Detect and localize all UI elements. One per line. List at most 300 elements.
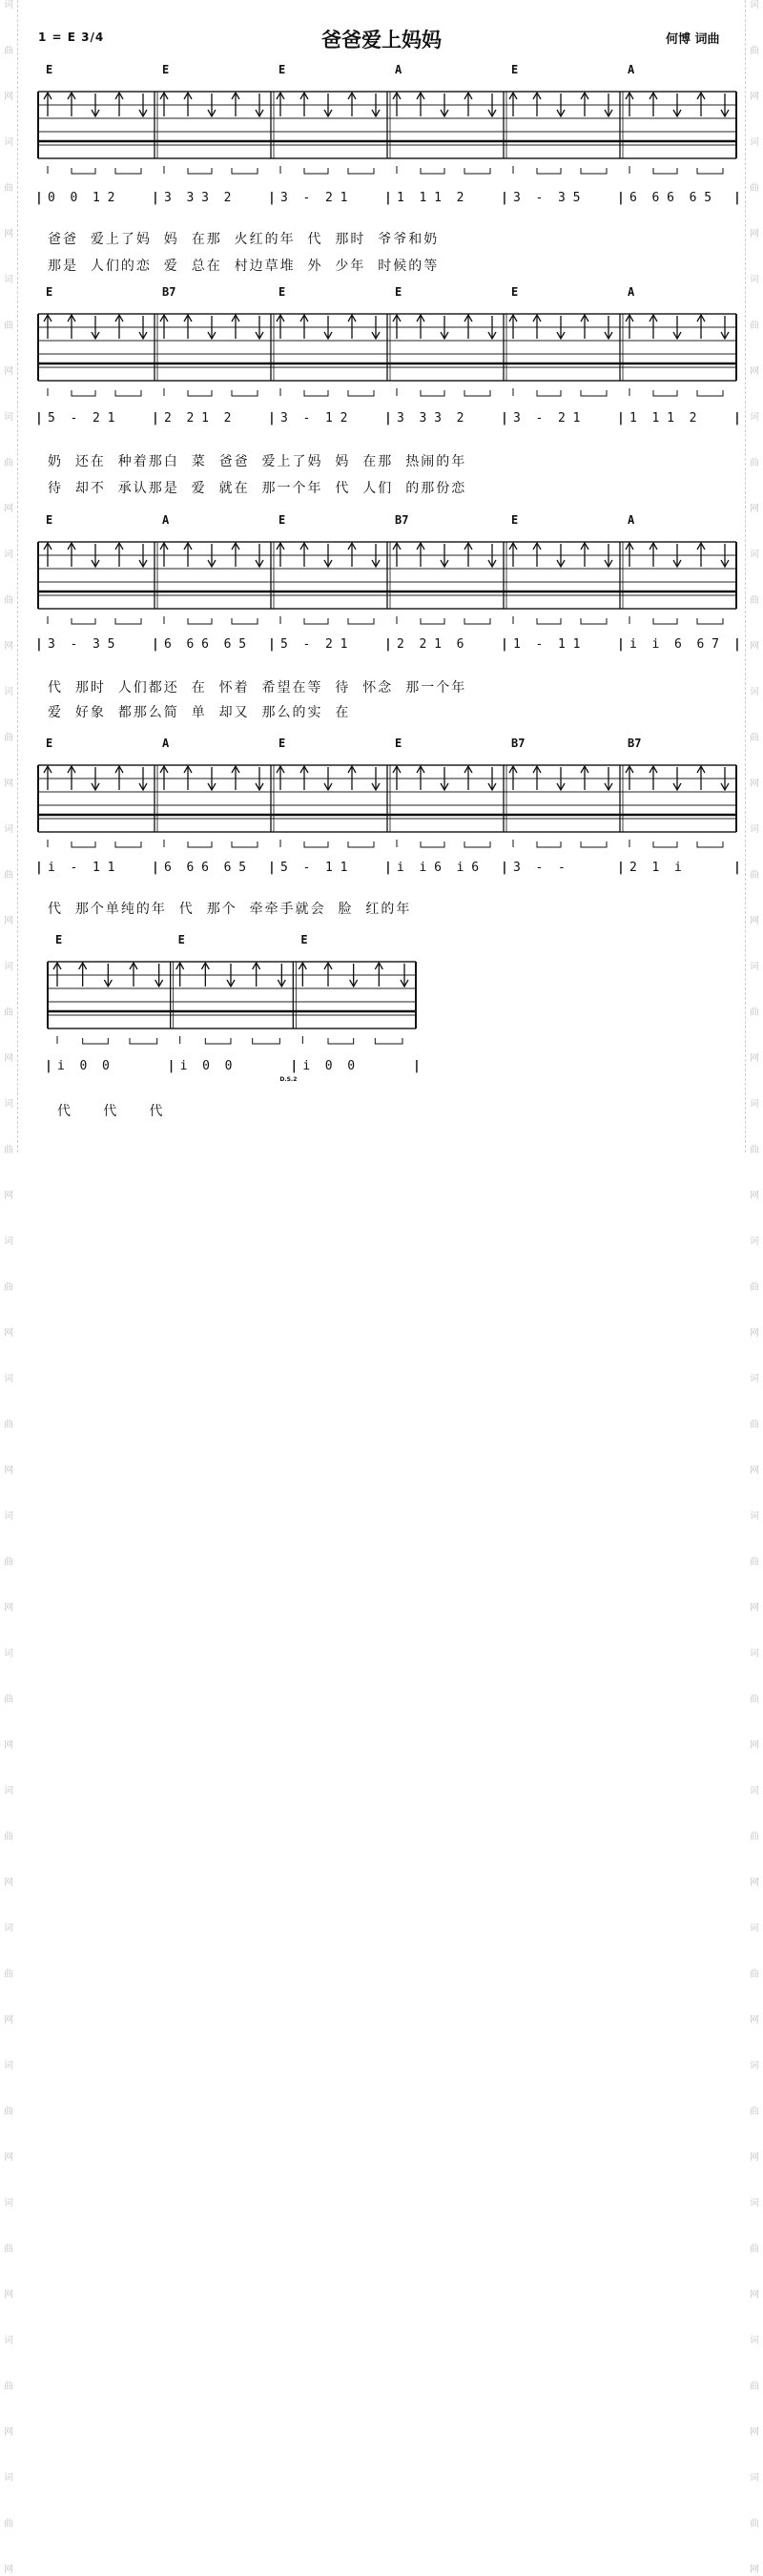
jianpu-bar-line: | [384, 637, 392, 652]
system-2 [0, 281, 763, 501]
watermark-char: 网 [750, 2015, 759, 2025]
jianpu-bar-line: | [268, 861, 276, 875]
jianpu-measure: 2 1 i [629, 861, 682, 875]
watermark-char: 网 [750, 2565, 759, 2575]
rhythm-marks [397, 388, 490, 396]
watermark-char: 网 [4, 1465, 13, 1476]
strum-up-arrow [375, 963, 382, 987]
jianpu-measure: 1 1 1 2 [629, 411, 697, 426]
strum-up-arrow [176, 963, 184, 987]
watermark-char: 曲 [4, 2519, 13, 2529]
jianpu-measure: 5 - 2 1 [280, 637, 348, 652]
chord-symbol: A [162, 737, 170, 750]
watermark-char: 网 [4, 366, 13, 377]
chord-symbol: A [628, 63, 635, 76]
watermark-char: 词 [4, 1374, 13, 1384]
strum-up-arrow [277, 766, 284, 790]
watermark-char: 词 [4, 1786, 13, 1797]
watermark-char: 曲 [750, 2381, 759, 2392]
lyric-line-verse-1: 代 代 代 [57, 1104, 165, 1119]
jianpu-measure: i 0 0 [179, 1059, 233, 1073]
strum-up-arrow [393, 543, 401, 567]
jianpu-measure: 6 6 6 6 5 [164, 861, 247, 875]
strum-up-arrow [68, 315, 75, 339]
watermark-char: 网 [4, 1053, 13, 1064]
rhythm-marks [164, 166, 258, 174]
system-1 [0, 59, 763, 279]
strum-up-arrow [130, 963, 137, 987]
system-3 [0, 509, 763, 729]
watermark-char: 词 [4, 1511, 13, 1522]
jianpu-measure: i 0 0 [302, 1059, 356, 1073]
strum-up-arrow [626, 766, 633, 790]
rhythm-marks [513, 388, 607, 396]
rhythm-marks [48, 616, 141, 624]
strum-up-arrow [324, 963, 332, 987]
watermark-char: 词 [4, 2061, 13, 2071]
watermark-char: 网 [4, 916, 13, 926]
strum-up-arrow [626, 543, 633, 567]
rhythm-marks [397, 166, 490, 174]
chord-symbol: E [395, 285, 402, 299]
strum-up-arrow [464, 93, 472, 116]
watermark-char: 词 [750, 550, 759, 560]
watermark-char: 曲 [750, 1282, 759, 1293]
watermark-char: 词 [750, 1923, 759, 1934]
jianpu-line [0, 411, 763, 432]
rhythm-marks [57, 1036, 157, 1044]
watermark-char: 网 [4, 1328, 13, 1339]
jianpu-measure: 5 - 1 1 [280, 861, 348, 875]
jianpu-bar-line: | [501, 411, 508, 426]
strum-up-arrow [79, 963, 87, 987]
watermark-char: 词 [750, 2473, 759, 2483]
watermark-char: 网 [750, 366, 759, 377]
watermark-char: 曲 [750, 183, 759, 194]
strum-up-arrow [299, 963, 306, 987]
strum-up-arrow [417, 315, 424, 339]
rhythm-marks [48, 840, 141, 847]
strum-up-arrow [533, 766, 541, 790]
jianpu-measure: 5 - 2 1 [48, 411, 115, 426]
watermark-char: 曲 [750, 1557, 759, 1568]
watermark-char: 词 [4, 1923, 13, 1934]
chord-symbol: E [46, 513, 53, 527]
chord-symbol: E [177, 933, 185, 946]
watermark-char: 词 [750, 1236, 759, 1247]
rhythm-marks [164, 840, 258, 847]
watermark-char: 网 [750, 779, 759, 789]
watermark-char: 曲 [4, 2381, 13, 2392]
strum-up-arrow [650, 766, 657, 790]
jianpu-line [0, 861, 763, 882]
strum-up-arrow [464, 543, 472, 567]
jianpu-bar-line: | [152, 637, 159, 652]
watermark-char: 网 [750, 1465, 759, 1476]
strum-up-arrow [581, 93, 588, 116]
jianpu-measure: i - 1 1 [48, 861, 115, 875]
jianpu-bar-line: | [268, 411, 276, 426]
jianpu-measure: i i 6 6 7 [629, 637, 719, 652]
watermark-char: 词 [4, 2336, 13, 2346]
watermark-char: 网 [4, 2290, 13, 2300]
watermark-char: 曲 [750, 458, 759, 468]
jianpu-bar-line: | [35, 861, 43, 875]
watermark-char: 网 [4, 1740, 13, 1751]
watermark-char: 曲 [4, 1832, 13, 1842]
chord-symbol: E [511, 285, 519, 299]
strum-up-arrow [348, 315, 356, 339]
jianpu-bar-line: | [35, 411, 43, 426]
watermark-char: 网 [4, 1603, 13, 1613]
rhythm-marks [302, 1036, 402, 1044]
lyric-line-verse-2: 爱 好象 都那么简 单 却又 那么的实 在 [48, 705, 351, 720]
rhythm-marks [629, 388, 723, 396]
rhythm-marks [397, 616, 490, 624]
chord-symbol: E [278, 737, 286, 750]
chord-symbol: E [55, 933, 63, 946]
rhythm-marks [629, 166, 723, 174]
watermark-char: 网 [750, 2427, 759, 2438]
jianpu-bar-line: | [268, 191, 276, 205]
strum-up-arrow [533, 315, 541, 339]
jianpu-line [0, 637, 763, 658]
watermark-char: 词 [750, 1649, 759, 1659]
jianpu-measure: 6 6 6 6 5 [629, 191, 712, 205]
watermark-char: 网 [4, 2015, 13, 2025]
watermark-char: 词 [4, 687, 13, 697]
strum-up-arrow [44, 543, 52, 567]
lyric-line-verse-2: 待 却不 承认那是 爱 就在 那一个年 代 人们 的那份恋 [48, 481, 467, 496]
jianpu-measure: 3 - - [513, 861, 566, 875]
strum-up-arrow [509, 766, 517, 790]
strum-up-arrow [348, 543, 356, 567]
watermark-char: 曲 [4, 733, 13, 743]
watermark-char: 网 [750, 641, 759, 652]
strum-up-arrow [533, 543, 541, 567]
jianpu-bar-line: | [268, 637, 276, 652]
watermark-char: 曲 [750, 1008, 759, 1018]
watermark-char: 曲 [750, 870, 759, 881]
watermark-char: 词 [750, 1374, 759, 1384]
strum-up-arrow [697, 543, 705, 567]
watermark-char: 词 [750, 2198, 759, 2209]
key-signature: 1 = E 3/4 [38, 31, 105, 44]
strum-up-arrow [277, 543, 284, 567]
rhythm-marks [48, 388, 141, 396]
strum-up-arrow [464, 315, 472, 339]
watermark-char: 曲 [4, 595, 13, 606]
watermark-char: 网 [4, 229, 13, 239]
rhythm-marks [280, 388, 374, 396]
rhythm-marks [513, 166, 607, 174]
strum-up-arrow [68, 543, 75, 567]
watermark-char: 词 [4, 137, 13, 148]
watermark-char: 网 [750, 2290, 759, 2300]
jianpu-line [0, 1059, 763, 1080]
strum-up-arrow [44, 315, 52, 339]
watermark-char: 网 [750, 1603, 759, 1613]
watermark-char: 曲 [4, 46, 13, 56]
jianpu-line [0, 191, 763, 212]
jianpu-bar-line: | [617, 637, 625, 652]
jianpu-bar-line: | [413, 1059, 421, 1073]
strum-up-arrow [417, 543, 424, 567]
jianpu-bar-line: | [617, 861, 625, 875]
jianpu-bar-line: | [501, 861, 508, 875]
watermark-char: 网 [4, 2427, 13, 2438]
chord-symbol: E [278, 513, 286, 527]
ds-mark: D.S.2 [279, 1076, 298, 1083]
watermark-char: 曲 [4, 321, 13, 331]
watermark-char: 网 [750, 1191, 759, 1201]
watermark-char: 曲 [4, 1282, 13, 1293]
rhythm-marks [513, 616, 607, 624]
watermark-char: 曲 [750, 2244, 759, 2254]
jianpu-bar-line: | [35, 637, 43, 652]
watermark-char: 曲 [750, 2107, 759, 2117]
chord-symbol: A [162, 513, 170, 527]
strum-up-arrow [348, 93, 356, 116]
chord-symbol: A [628, 513, 635, 527]
strum-up-arrow [393, 93, 401, 116]
watermark-char: 词 [750, 824, 759, 835]
strum-up-arrow [68, 766, 75, 790]
watermark-char: 曲 [4, 1694, 13, 1705]
strum-up-arrow [44, 93, 52, 116]
watermark-char: 词 [750, 137, 759, 148]
strum-up-arrow [650, 543, 657, 567]
strum-up-arrow [232, 543, 239, 567]
strum-up-arrow [115, 315, 123, 339]
watermark-char: 网 [750, 916, 759, 926]
jianpu-measure: i i 6 i 6 [397, 861, 480, 875]
strum-up-arrow [509, 543, 517, 567]
jianpu-measure: 1 1 1 2 [397, 191, 464, 205]
rhythm-marks [48, 166, 141, 174]
strum-up-arrow [184, 315, 192, 339]
watermark-char: 网 [4, 1878, 13, 1888]
lyric-line-verse-2: 那是 人们的恋 爱 总在 村边草堆 外 少年 时候的等 [48, 259, 440, 274]
strum-up-arrow [300, 543, 308, 567]
jianpu-measure: 3 - 2 1 [513, 411, 581, 426]
chord-symbol: B7 [511, 737, 526, 750]
watermark-char: 词 [750, 1099, 759, 1110]
strum-up-arrow [184, 766, 192, 790]
jianpu-bar-line: | [290, 1059, 299, 1073]
strum-up-arrow [393, 315, 401, 339]
strum-up-arrow [277, 93, 284, 116]
watermark-char: 网 [4, 1191, 13, 1201]
strum-up-arrow [509, 315, 517, 339]
strum-up-arrow [201, 963, 209, 987]
watermark-char: 词 [750, 0, 759, 10]
jianpu-measure: 3 - 1 2 [280, 411, 348, 426]
watermark-char: 词 [750, 687, 759, 697]
watermark-char: 曲 [750, 1832, 759, 1842]
watermark-char: 曲 [4, 458, 13, 468]
strum-up-arrow [44, 766, 52, 790]
jianpu-measure: 1 - 1 1 [513, 637, 581, 652]
watermark-char: 网 [750, 1053, 759, 1064]
rhythm-marks [280, 166, 374, 174]
jianpu-bar-line: | [152, 191, 159, 205]
strum-up-arrow [348, 766, 356, 790]
chord-symbol: E [395, 737, 402, 750]
jianpu-bar-line: | [733, 861, 741, 875]
watermark-char: 词 [4, 1236, 13, 1247]
watermark-char: 曲 [750, 733, 759, 743]
watermark-char: 词 [4, 1099, 13, 1110]
strum-up-arrow [697, 93, 705, 116]
watermark-char: 曲 [750, 321, 759, 331]
strum-up-arrow [533, 93, 541, 116]
strum-up-arrow [300, 93, 308, 116]
watermark-char: 网 [750, 1740, 759, 1751]
watermark-char: 网 [750, 504, 759, 514]
watermark-char: 曲 [4, 1420, 13, 1430]
lyric-line-verse-1: 代 那时 人们都还 在 怀着 希望在等 待 怀念 那一个年 [48, 680, 467, 696]
watermark-char: 词 [750, 1511, 759, 1522]
strum-up-arrow [53, 963, 61, 987]
watermark-char: 词 [4, 2473, 13, 2483]
jianpu-bar-line: | [384, 191, 392, 205]
watermark-char: 曲 [750, 1145, 759, 1155]
chord-symbol: A [395, 63, 402, 76]
chord-symbol: E [46, 63, 53, 76]
chord-symbol: E [511, 63, 519, 76]
watermark-char: 网 [4, 504, 13, 514]
watermark-char: 网 [750, 1328, 759, 1339]
rhythm-marks [397, 840, 490, 847]
strum-up-arrow [68, 93, 75, 116]
watermark-char: 词 [4, 412, 13, 423]
jianpu-measure: i 0 0 [57, 1059, 110, 1073]
strum-up-arrow [626, 93, 633, 116]
watermark-char: 曲 [4, 1008, 13, 1018]
watermark-char: 曲 [750, 1694, 759, 1705]
jianpu-bar-line: | [167, 1059, 175, 1073]
strum-up-arrow [160, 543, 168, 567]
watermark-char: 词 [750, 412, 759, 423]
jianpu-measure: 3 - 3 5 [513, 191, 581, 205]
watermark-char: 曲 [4, 2244, 13, 2254]
strum-up-arrow [232, 315, 239, 339]
chord-symbol: B7 [395, 513, 409, 527]
jianpu-measure: 6 6 6 6 5 [164, 637, 247, 652]
jianpu-bar-line: | [384, 411, 392, 426]
jianpu-bar-line: | [501, 191, 508, 205]
jianpu-measure: 3 - 2 1 [280, 191, 348, 205]
watermark-char: 网 [4, 92, 13, 102]
strum-up-arrow [464, 766, 472, 790]
jianpu-bar-line: | [45, 1059, 52, 1073]
lyric-line-verse-1: 爸爸 爱上了妈 妈 在那 火红的年 代 那时 爷爷和奶 [48, 232, 440, 247]
watermark-char: 词 [4, 962, 13, 972]
lyric-line-verse-1: 奶 还在 种着那白 菜 爸爸 爱上了妈 妈 在那 热闹的年 [48, 454, 467, 469]
watermark-char: 曲 [750, 595, 759, 606]
watermark-char: 词 [750, 1786, 759, 1797]
chord-symbol: E [511, 513, 519, 527]
strum-up-arrow [232, 93, 239, 116]
watermark-char: 网 [4, 2565, 13, 2575]
strum-up-arrow [184, 93, 192, 116]
strum-up-arrow [417, 766, 424, 790]
watermark-char: 曲 [4, 2107, 13, 2117]
jianpu-bar-line: | [35, 191, 43, 205]
strum-up-arrow [697, 315, 705, 339]
rhythm-marks [513, 840, 607, 847]
watermark-char: 曲 [750, 2519, 759, 2529]
watermark-char: 曲 [750, 1420, 759, 1430]
rhythm-marks [629, 840, 723, 847]
watermark-char: 曲 [750, 1969, 759, 1980]
system-5 [0, 929, 763, 1149]
watermark-char: 网 [750, 229, 759, 239]
watermark-char: 词 [4, 824, 13, 835]
strum-up-arrow [115, 543, 123, 567]
watermark-char: 词 [4, 550, 13, 560]
strum-up-arrow [184, 543, 192, 567]
jianpu-bar-line: | [617, 411, 625, 426]
watermark-char: 词 [750, 962, 759, 972]
strum-up-arrow [232, 766, 239, 790]
strum-up-arrow [115, 93, 123, 116]
strum-up-arrow [509, 93, 517, 116]
jianpu-measure: 3 3 3 2 [397, 411, 464, 426]
strum-up-arrow [417, 93, 424, 116]
strum-up-arrow [160, 93, 168, 116]
rhythm-marks [629, 616, 723, 624]
jianpu-measure: 2 2 1 2 [164, 411, 232, 426]
watermark-char: 曲 [4, 1969, 13, 1980]
rhythm-marks [180, 1036, 280, 1044]
strum-up-arrow [160, 315, 168, 339]
watermark-char: 网 [750, 92, 759, 102]
jianpu-bar-line: | [501, 637, 508, 652]
jianpu-measure: 2 2 1 6 [397, 637, 464, 652]
strum-up-arrow [160, 766, 168, 790]
strum-up-arrow [650, 315, 657, 339]
tab-staff [0, 92, 763, 206]
song-credit: 何博 词曲 [666, 32, 720, 47]
rhythm-marks [164, 616, 258, 624]
watermark-char: 网 [4, 779, 13, 789]
jianpu-bar-line: | [733, 411, 741, 426]
strum-up-arrow [277, 315, 284, 339]
strum-up-arrow [650, 93, 657, 116]
watermark-char: 曲 [4, 870, 13, 881]
system-4 [0, 733, 763, 952]
watermark-char: 词 [750, 2336, 759, 2346]
strum-up-arrow [300, 766, 308, 790]
strum-up-arrow [581, 315, 588, 339]
chord-symbol: E [278, 285, 286, 299]
watermark-char: 网 [4, 641, 13, 652]
strum-up-arrow [581, 766, 588, 790]
strum-up-arrow [581, 543, 588, 567]
jianpu-measure: 3 - 3 5 [48, 637, 115, 652]
jianpu-bar-line: | [152, 411, 159, 426]
watermark-char: 曲 [4, 1557, 13, 1568]
watermark-char: 网 [750, 2152, 759, 2163]
lyric-line-verse-1: 代 那个单纯的年 代 那个 牵牵手就会 脸 红的年 [48, 902, 412, 917]
watermark-char: 曲 [750, 46, 759, 56]
chord-symbol: B7 [162, 285, 176, 299]
strum-up-arrow [626, 315, 633, 339]
strum-up-arrow [253, 963, 260, 987]
chord-symbol: E [300, 933, 308, 946]
